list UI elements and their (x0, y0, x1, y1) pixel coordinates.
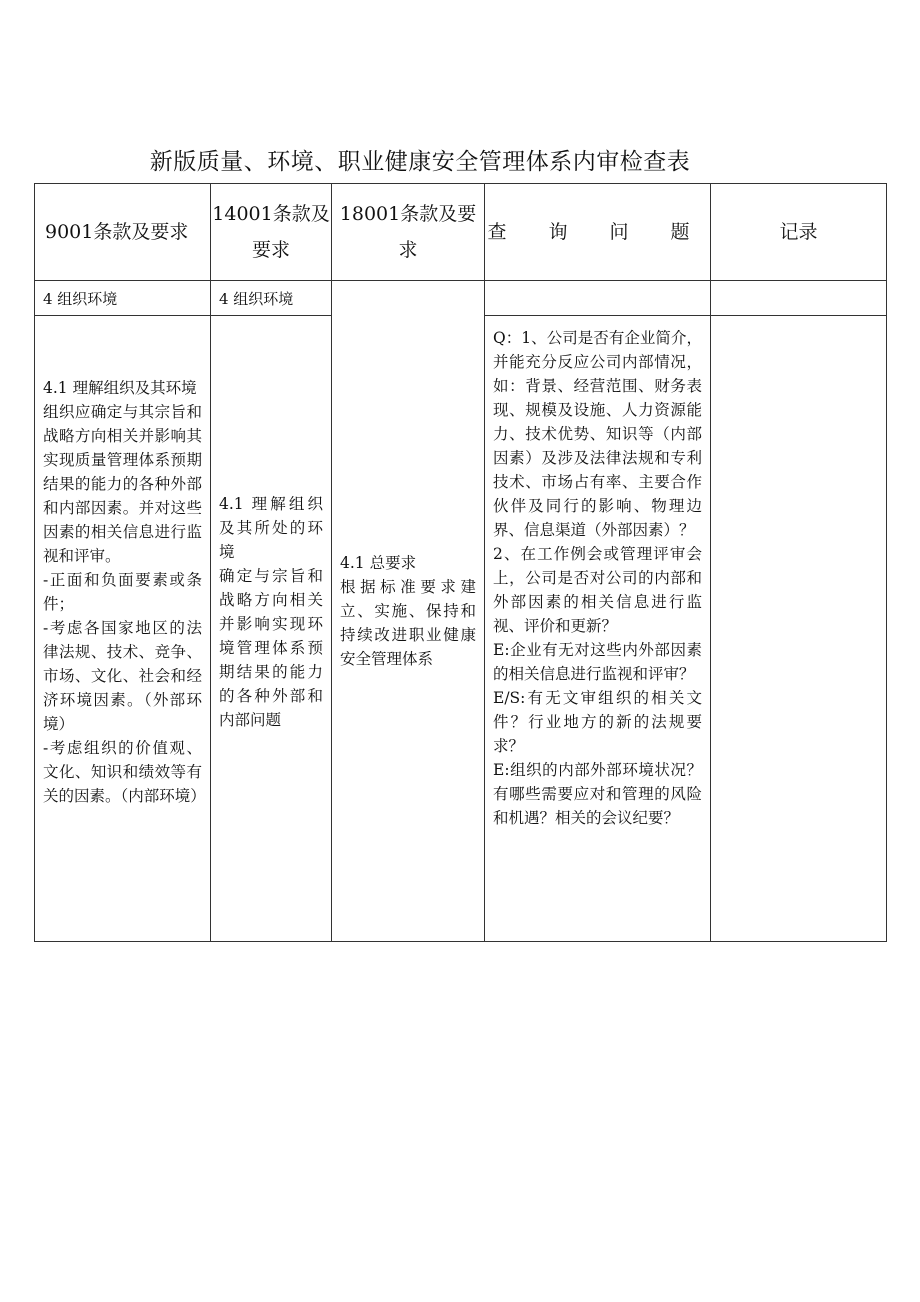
clause-14001-text: 确定与宗旨和战略方向相关并影响实现环境管理体系预期结果的能力的各种外部和内部问题 (219, 567, 323, 729)
header-9001: 9001条款及要求 (35, 184, 211, 281)
section-14001: 4 组织环境 (211, 281, 332, 316)
section-questions-empty (485, 281, 711, 316)
section-record-empty (711, 281, 887, 316)
section-9001: 4 组织环境 (35, 281, 211, 316)
question-4: E/S:有无文审组织的相关文件？行业地方的新的法规要求？ (493, 689, 702, 755)
clause-14001-title: 4.1 理解组织及其所处的环境 (219, 495, 323, 561)
questions-cell (485, 316, 711, 942)
clause-9001-item-3: -考虑组织的价值观、文化、知识和绩效等有关的因素。（内部环境） (43, 739, 206, 805)
clause-14001-cell (211, 316, 332, 942)
header-18001: 18001条款及要求 (332, 184, 485, 281)
header-row (35, 184, 887, 281)
section-row (35, 281, 887, 316)
audit-checklist-table (34, 183, 887, 942)
question-3: E:企业有无对这些内外部因素的相关信息进行监视和评审？ (493, 641, 702, 683)
record-cell[interactable] (711, 316, 887, 942)
page-title: 新版质量、环境、职业健康安全管理体系内审检查表 (149, 149, 691, 175)
question-5: E:组织的内部外部环境状况？有哪些需要应对和管理的风险和机遇？相关的会议纪要？ (493, 761, 702, 827)
question-1: Q：1、公司是否有企业简介，并能充分反应公司内部情况，如：背景、经营范围、财务表现、规模及设施、人力资源能力、技术优势、知识等（内部因素）及涉及法律法规和专利技术、市场占有率、主要合作伙伴及同行的影响、物理边界、信息渠道（外部因素）？ (493, 329, 702, 539)
header-record: 记录 (711, 184, 887, 281)
clause-9001-cell (35, 316, 211, 942)
header-questions: 查 询 问 题 (485, 184, 711, 281)
clause-9001-item-2: -考虑各国家地区的法律法规、技术、竞争、市场、文化、社会和经济环境因素。（外部环境） (43, 619, 202, 733)
clause-18001-text: 根据标准要求建立、实施、保持和持续改进职业健康安全管理体系 (340, 578, 476, 668)
clause-18001-cell (332, 281, 485, 942)
clause-9001-text: 组织应确定与其宗旨和战略方向相关并影响其实现质量管理体系预期结果的能力的各种外部和内部因素。并对这些因素的相关信息进行监视和评审。 (43, 403, 202, 565)
clause-9001-item-1: -正面和负面要素或条件； (43, 571, 202, 613)
header-14001: 14001条款及要求 (211, 184, 332, 281)
clause-9001-title: 4.1 理解组织及其环境 (43, 379, 197, 397)
clause-18001-title: 4.1 总要求 (340, 554, 417, 572)
question-2: 2、在工作例会或管理评审会上，公司是否对公司的内部和外部因素的相关信息进行监视、评价和更新？ (493, 545, 702, 635)
